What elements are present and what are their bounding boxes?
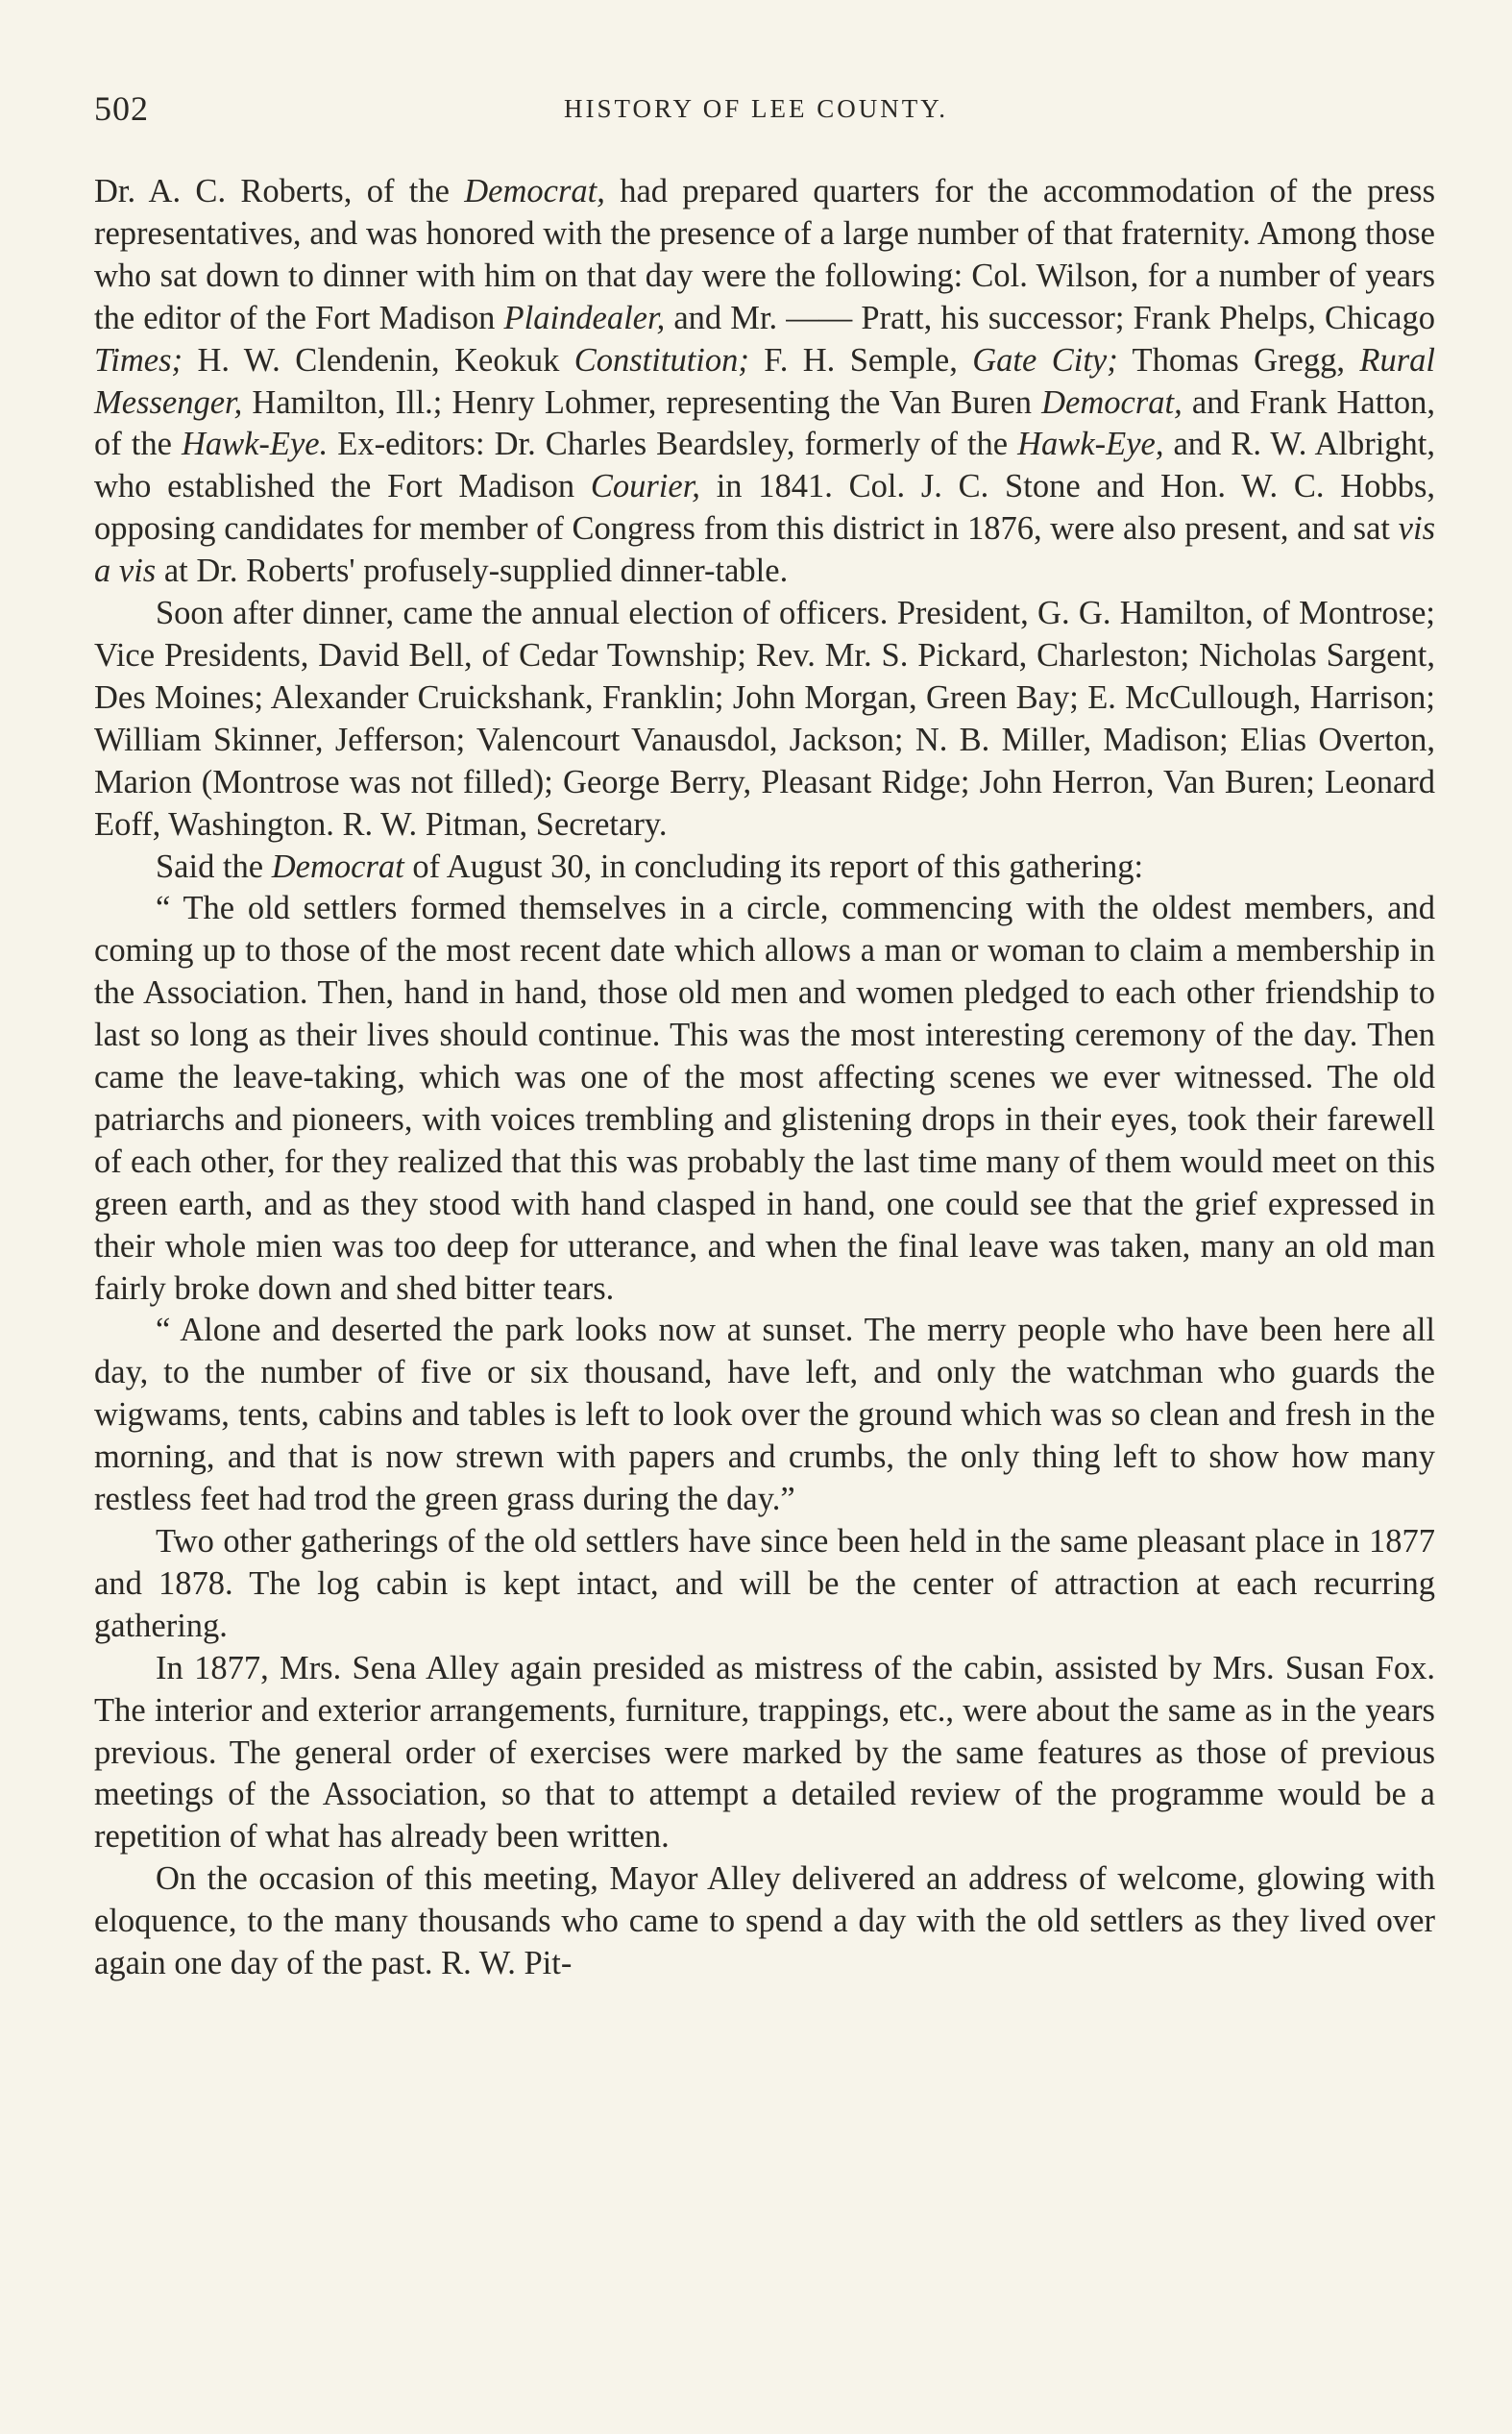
text-run: On the occasion of this meeting, Mayor Alley delivered an address of welcome, glowing with eloquence, to the many thousands who came to spend a day with the old settlers as they lived over again one day of the past. R. W. Pit- <box>94 1860 1435 1982</box>
text-run: and Mr. —— Pratt, his successor; Frank Phelps, Chicago <box>665 299 1435 336</box>
text-run: Two other gatherings of the old settlers have since been held in the same pleasant place in 1877 and 1878. The log cabin is kept intact, and will be the center of attraction at each recurring gathering. <box>94 1523 1435 1644</box>
italic-text: Democrat <box>271 848 404 885</box>
text-run: In 1877, Mrs. Sena Alley again presided as mistress of the cabin, assisted by Mrs. Susan Fox. The interior and exterior arrangements, furniture, trappings, etc., were about the same as in the years previous. The general order of exercises were marked by the same features as those of previous meetings of the Association, so that to attempt a detailed review of the programme would be a repetition of what has already been written. <box>94 1649 1435 1856</box>
paragraph-two-other <box>94 1521 1435 1648</box>
italic-text: Democrat, <box>1041 383 1183 421</box>
italic-text: Plaindealer, <box>503 299 666 336</box>
text-run: Soon after dinner, came the annual election of officers. President, G. G. Hamilton, of Montrose; Vice Presidents, David Bell, of Cedar Township; Rev. Mr. S. Pickard, Charleston; Nicholas Sargent, Des Moines; Alexander Cruickshank, Franklin; John Morgan, Green Bay; E. McCullough, Harrison; William Skinner, Jefferson; Valencourt Vanausdol, Jackson; N. B. Miller, Madison; Elias Overton, Marion (Montrose was not filled); George Berry, Pleasant Ridge; John Herron, Van Buren; Leonard Eoff, Washington. R. W. Pitman, Secretary. <box>94 595 1435 843</box>
text-run: Hamilton, Ill.; Henry Lohmer, representing the Van Buren <box>242 383 1042 421</box>
paragraph-election <box>94 593 1435 846</box>
italic-text: Times; <box>94 341 183 379</box>
paragraph-quote-circle <box>94 888 1435 1310</box>
text-run: Ex-editors: Dr. Charles Beardsley, formerly of the <box>328 426 1018 463</box>
body-text <box>94 171 1435 1985</box>
text-run: in 1841. Col. J. C. Stone and Hon. W. C. Hobbs, opposing candidates for member of Congress from this district in 1876, were also present, and sat <box>94 468 1435 548</box>
text-run: “ The old settlers formed themselves in a circle, commencing with the oldest members, and coming up to those of the most recent date which allows a man or woman to claim a membership in the Association. Then, hand in hand, those old men and women pledged to each other friendship to last so long as their lives should continue. This was the most interesting ceremony of the day. Then came the leave-taking, which was one of the most affecting scenes we ever witnessed. The old patriarchs and pioneers, with voices trembling and glistening drops in their eyes, took their farewell of each other, for they realized that this was probably the last time many of them would meet on this green earth, and as they stood with hand clasped in hand, one could see that the grief expressed in their whole mien was too deep for utterance, and when the final leave was taken, many an old man fairly broke down and shed bitter tears. <box>94 890 1435 1307</box>
text-run: H. W. Clendenin, Keokuk <box>183 341 574 379</box>
text-run: Thomas Gregg, <box>1117 341 1360 379</box>
paragraph-mayor-alley <box>94 1858 1435 1985</box>
text-run: and R. W. Albright, who established the Fort Madison <box>94 426 1436 505</box>
italic-text: Rural Messenger, <box>94 341 1435 421</box>
text-run: at Dr. Roberts' profusely-supplied dinner-table. <box>156 553 789 590</box>
text-run: had prepared quarters for the accommodation of the press representatives, and was honored with the presence of a large number of that fraternity. Among those who sat down to dinner with him on that day were the following: Col. Wilson, for a number of years the editor of the Fort Madison <box>94 173 1435 336</box>
italic-text: Courier, <box>590 468 700 505</box>
text-run: “ Alone and deserted the park looks now at sunset. The merry people who have been here all day, to the number of five or six thousand, have left, and only the watchman who guards the wigwams, tents, cabins and tables is left to look over the ground which was so clean and fresh in the morning, and that is now strewn with papers and crumbs, the only thing left to show how many restless feet had trod the green grass during the day.” <box>94 1312 1435 1518</box>
running-head: HISTORY OF LEE COUNTY. <box>563 94 949 123</box>
text-run: Dr. A. C. Roberts, of the <box>94 173 465 209</box>
paragraph-quote-alone <box>94 1310 1435 1521</box>
italic-text: Democrat, <box>464 173 605 209</box>
page-header <box>94 88 1418 136</box>
italic-text: Hawk-Eye. <box>181 426 329 463</box>
page-number: 502 <box>94 89 149 128</box>
text-run: of August 30, in concluding its report of this gathering: <box>403 848 1144 885</box>
italic-text: Gate City; <box>972 341 1118 379</box>
text-run: F. H. Semple, <box>748 341 973 379</box>
text-run: Said the <box>156 848 272 885</box>
text-run: and Frank Hatton, of the <box>94 383 1435 463</box>
italic-text: vis a vis <box>94 510 1435 590</box>
paragraph-in-1877 <box>94 1648 1435 1859</box>
italic-text: Hawk-Eye, <box>1017 426 1164 463</box>
paragraph-said-democrat <box>94 847 1435 889</box>
paragraph-banquet <box>94 171 1435 593</box>
italic-text: Constitution; <box>573 341 749 379</box>
